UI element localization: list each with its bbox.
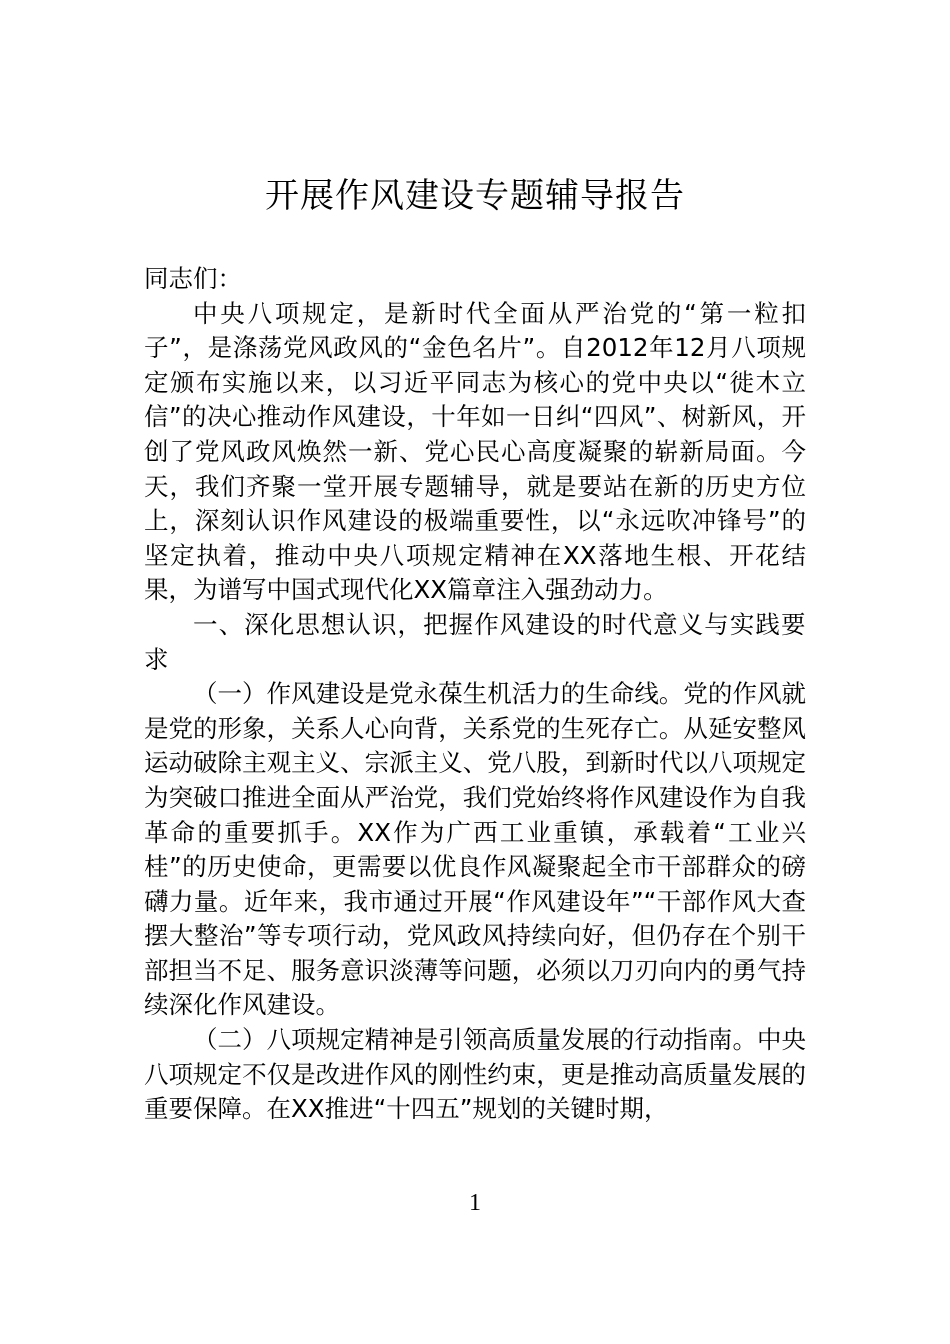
section-heading-1: 一、深化思想认识，把握作风建设的时代意义与实践要求 (144, 609, 806, 674)
subsection-paragraph-2: （二）八项规定精神是引领高质量发展的行动指南。中央八项规定不仅是改进作风的刚性约束，更是推动高质量发展的重要保障。在XX推进“十四五”规划的关键时期， (144, 1025, 806, 1124)
salutation: 同志们： (144, 264, 242, 293)
document-body (144, 262, 806, 1127)
subsection-paragraph-1: （一）作风建设是党永葆生机活力的生命线。党的作风就是党的形象，关系人心向背，关系党的生死存亡。从延安整风运动破除主观主义、宗派主义、党八股，到新时代以八项规定为突破口推进全面从严治党，我们党始终将作风建设作为自我革命的重要抓手。XX作为广西工业重镇，承载着“工业兴桂”的历史使命，更需要以优良作风凝聚起全市干部群众的磅礴力量。近年来，我市通过开展“作风建设年”“干部作风大查摆大整治”等专项行动，党风政风持续向好，但仍存在个别干部担当不足、服务意识淡薄等问题，必须以刀刃向内的勇气持续深化作风建设。 (144, 679, 806, 1020)
page-number: 1 (469, 1190, 481, 1216)
intro-paragraph: 中央八项规定，是新时代全面从严治党的“第一粒扣子”，是涤荡党风政风的“金色名片”。自2012年12月八项规定颁布实施以来，以习近平同志为核心的党中央以“徙木立信”的决心推动作风建设，十年如一日纠“四风”、树新风，开创了党风政风焕然一新、党心民心高度凝聚的崭新局面。今天，我们齐聚一堂开展专题辅导，就是要站在新的历史方位上，深刻认识作风建设的极端重要性，以“永远吹冲锋号”的坚定执着，推动中央八项规定精神在XX落地生根、开花结果，为谱写中国式现代化XX篇章注入强劲动力。 (144, 298, 806, 605)
document-title: 开展作风建设专题辅导报告 (265, 176, 685, 216)
